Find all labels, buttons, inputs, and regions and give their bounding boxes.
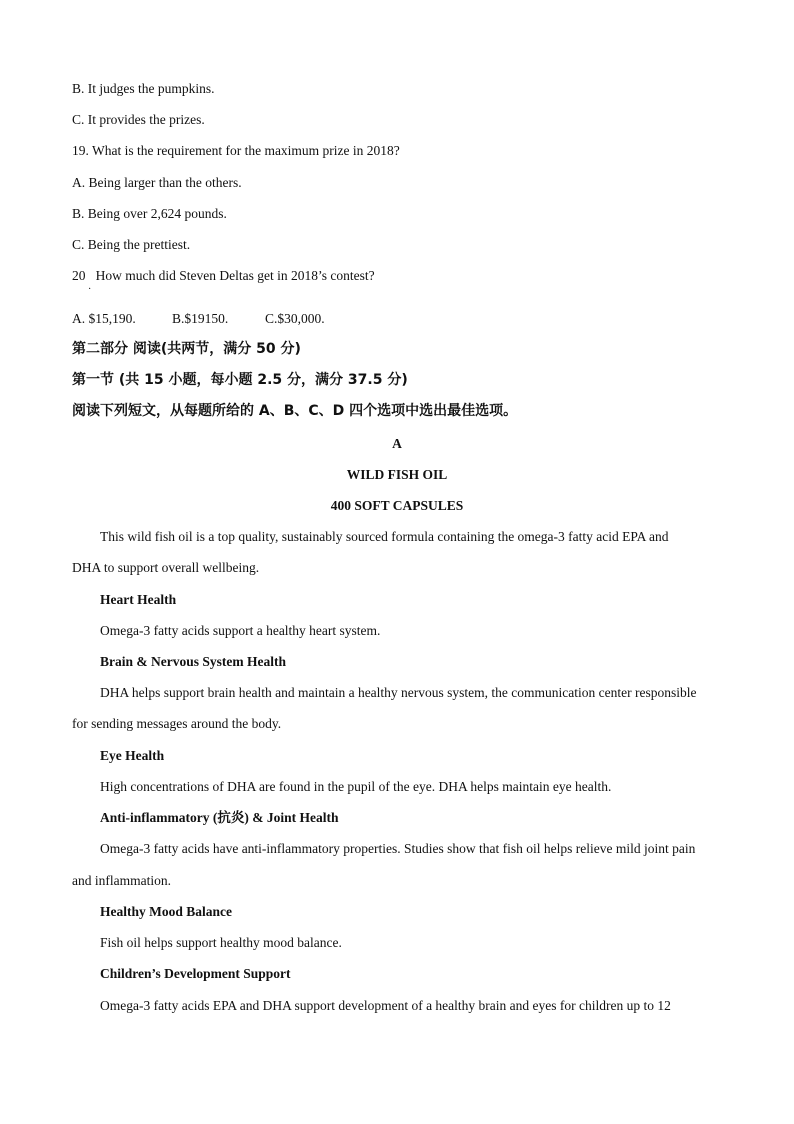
q19-stem: 19. What is the requirement for the maximum prize in 2018? xyxy=(72,143,400,158)
stray-dot: · xyxy=(88,284,92,295)
q19-option-b: B. Being over 2,624 pounds. xyxy=(72,206,227,221)
passage-letter: A xyxy=(392,436,402,451)
heading-anti-inflammatory: Anti-inflammatory (抗炎) & Joint Health xyxy=(100,810,339,825)
para-heart-health: Omega-3 fatty acids support a healthy heart system. xyxy=(100,623,381,638)
heading-brain-health: Brain & Nervous System Health xyxy=(100,654,286,669)
q20-option-c: C.$30,000. xyxy=(265,311,325,326)
para-brain-line-1: DHA helps support brain health and maintain a healthy nervous system, the communication center responsible xyxy=(100,685,697,700)
intro-line-2: DHA to support overall wellbeing. xyxy=(72,560,260,575)
heading-children-development: Children’s Development Support xyxy=(100,966,291,981)
q18-option-b: B. It judges the pumpkins. xyxy=(72,81,215,96)
para-anti-line-1: Omega-3 fatty acids have anti-inflammatory properties. Studies show that fish oil helps relieve mild joint pain xyxy=(100,841,696,856)
q19-option-c: C. Being the prettiest. xyxy=(72,237,191,252)
heading-heart-health: Heart Health xyxy=(100,592,177,607)
q20-option-a: A. $15,190. xyxy=(72,311,136,326)
intro-line-1: This wild fish oil is a top quality, sustainably sourced formula containing the omega-3 fatty acid EPA and xyxy=(100,529,669,544)
section2-part1: 第一节 (共 15 小题，每小题 2.5 分，满分 37.5 分) xyxy=(72,372,408,388)
heading-eye-health: Eye Health xyxy=(100,748,165,763)
q20-options xyxy=(72,310,325,328)
para-eye-health: High concentrations of DHA are found in the pupil of the eye. DHA helps maintain eye health. xyxy=(100,779,612,794)
q20-number: 20 xyxy=(72,268,86,283)
passage-subtitle: 400 SOFT CAPSULES xyxy=(330,498,464,513)
heading-mood-balance: Healthy Mood Balance xyxy=(100,904,232,919)
q19-option-a: A. Being larger than the others. xyxy=(72,175,242,190)
para-children-line-1: Omega-3 fatty acids EPA and DHA support development of a healthy brain and eyes for children up to 12 xyxy=(100,998,671,1013)
para-brain-line-2: for sending messages around the body. xyxy=(72,716,282,731)
section2-title: 第二部分 阅读(共两节，满分 50 分) xyxy=(72,341,301,357)
q20-stem-line xyxy=(72,267,375,285)
q18-option-c: C. It provides the prizes. xyxy=(72,112,205,127)
para-mood-balance: Fish oil helps support healthy mood balance. xyxy=(100,935,342,950)
q20-stem: How much did Steven Deltas get in 2018’s contest? xyxy=(95,268,375,283)
para-anti-line-2: and inflammation. xyxy=(72,873,171,888)
passage-title: WILD FISH OIL xyxy=(346,467,448,482)
section2-instruction: 阅读下列短文，从每题所给的 A、B、C、D 四个选项中选出最佳选项。 xyxy=(72,403,518,419)
q20-option-b: B.$19150. xyxy=(172,311,229,326)
